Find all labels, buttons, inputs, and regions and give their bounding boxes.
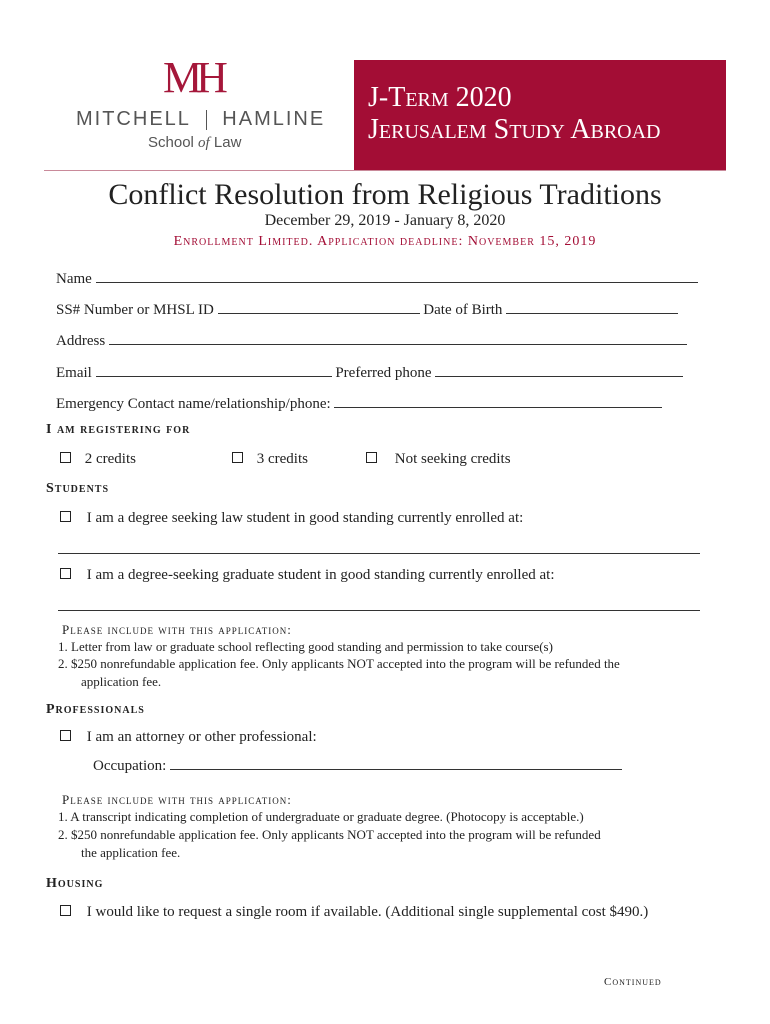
- banner-term: J-Term 2020: [368, 82, 512, 113]
- name-row: [56, 270, 698, 288]
- course-dates: December 29, 2019 - January 8, 2020: [264, 212, 506, 229]
- email-label: Email: [56, 365, 92, 381]
- credit-option-3: [232, 451, 308, 468]
- occupation-row: [93, 757, 622, 775]
- housing-heading: Housing: [46, 876, 104, 891]
- logo-wordmark: [76, 108, 325, 131]
- occupation-field[interactable]: [170, 757, 622, 770]
- law-school-field[interactable]: [58, 553, 700, 554]
- emergency-row: [56, 395, 662, 413]
- name-field[interactable]: [96, 270, 698, 283]
- professionals-note: Please include with this application:: [62, 792, 292, 807]
- address-field[interactable]: [109, 332, 687, 345]
- option-label: 2 credits: [84, 451, 136, 467]
- phone-label: Preferred phone: [335, 365, 432, 381]
- id-row: [56, 301, 678, 319]
- emergency-label: Emergency Contact name/relationship/phone:: [56, 396, 331, 412]
- checkbox-2-credits[interactable]: [60, 452, 71, 463]
- logo-name-left: MITCHELL: [76, 108, 191, 130]
- phone-field[interactable]: [435, 364, 683, 377]
- students-heading: Students: [46, 481, 110, 496]
- option-label: I am a degree-seeking graduate student in good standing currently enrolled at:: [86, 567, 555, 583]
- checkbox-3-credits[interactable]: [232, 452, 243, 463]
- dob-label: Date of Birth: [423, 302, 503, 318]
- application-deadline: Enrollment Limited. Application deadline: November 15, 2019: [173, 234, 597, 249]
- option-label: 3 credits: [256, 451, 308, 467]
- checkbox-not-seeking-credits[interactable]: [366, 452, 377, 463]
- professional-option: [60, 729, 317, 746]
- name-label: Name: [56, 271, 92, 287]
- professionals-item-2: 2. $250 nonrefundable application fee. Only applicants NOT accepted into the program will be refunded: [58, 827, 601, 842]
- logo-school-a: School: [148, 134, 199, 151]
- email-field[interactable]: [96, 364, 332, 377]
- banner-program: Jerusalem Study Abroad: [368, 114, 661, 145]
- students-note: Please include with this application:: [62, 622, 292, 637]
- address-row: [56, 332, 687, 350]
- logo-school-b: Law: [209, 134, 242, 151]
- students-item-2: 2. $250 nonrefundable application fee. Only applicants NOT accepted into the program will be refunded the: [58, 656, 620, 671]
- single-room-option: [60, 904, 648, 921]
- ss-field[interactable]: [218, 301, 420, 314]
- emergency-field[interactable]: [334, 395, 662, 408]
- checkbox-grad-student[interactable]: [60, 568, 71, 579]
- grad-student-option: [60, 567, 555, 584]
- registering-heading: I am registering for: [46, 422, 191, 437]
- contact-row: [56, 364, 683, 382]
- checkbox-professional[interactable]: [60, 730, 71, 741]
- address-label: Address: [56, 333, 106, 349]
- logo-school-of: of: [198, 135, 210, 151]
- continued-note: Continued: [604, 976, 662, 988]
- option-label: I am a degree seeking law student in good standing currently enrolled at:: [86, 510, 524, 526]
- logo-monogram: MH: [163, 53, 222, 102]
- grad-school-field[interactable]: [58, 610, 700, 611]
- students-item-1: 1. Letter from law or graduate school reflecting good standing and permission to take course(s): [58, 639, 553, 654]
- program-banner: [354, 60, 726, 170]
- credit-option-none: [366, 451, 511, 468]
- option-label: I would like to request a single room if available. (Additional single supplemental cost $490.): [86, 904, 649, 920]
- ss-label: SS# Number or MHSL ID: [56, 302, 214, 318]
- students-item-2-cont: application fee.: [81, 674, 162, 689]
- occupation-label: Occupation:: [93, 758, 167, 774]
- dob-field[interactable]: [506, 301, 678, 314]
- logo-name-right: HAMLINE: [222, 108, 326, 130]
- header-rule: [44, 170, 726, 171]
- logo-school-of-law: [148, 134, 241, 152]
- page-title: Conflict Resolution from Religious Traditions: [108, 178, 662, 211]
- option-label: I am an attorney or other professional:: [86, 729, 317, 745]
- option-label: Not seeking credits: [394, 451, 511, 467]
- checkbox-law-student[interactable]: [60, 511, 71, 522]
- professionals-item-2-cont: the application fee.: [81, 845, 181, 860]
- credit-option-2: [60, 451, 136, 468]
- logo-divider: [206, 110, 207, 130]
- professionals-item-1: 1. A transcript indicating completion of undergraduate or graduate degree. (Photocopy is acceptable.): [58, 809, 584, 824]
- professionals-heading: Professionals: [46, 702, 145, 717]
- checkbox-single-room[interactable]: [60, 905, 71, 916]
- law-student-option: [60, 510, 523, 527]
